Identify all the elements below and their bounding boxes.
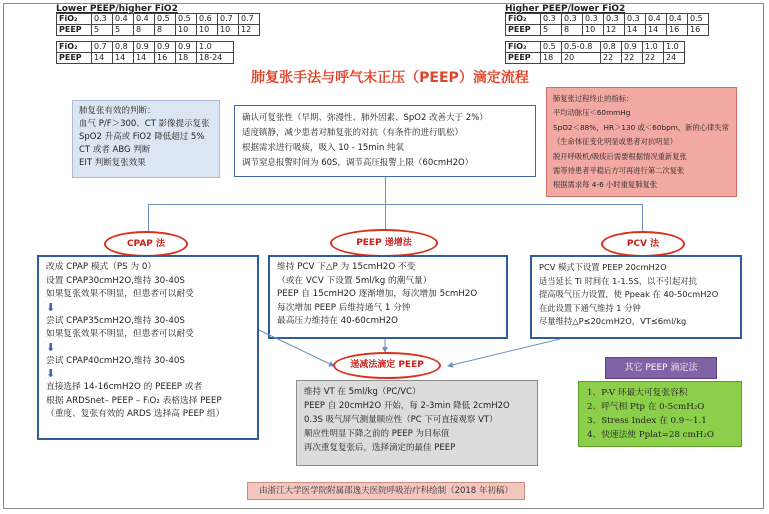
- table-cell: 14: [646, 25, 667, 36]
- table-cell: 0.8: [601, 42, 622, 53]
- table-cell: 12: [604, 25, 625, 36]
- arrow-line: [448, 339, 560, 366]
- table-cell: 24: [664, 53, 685, 64]
- table-cell: 0.6: [197, 14, 218, 25]
- table-cell: PEEP: [506, 25, 541, 36]
- table-cell: 14: [92, 53, 113, 64]
- table-cell: 0.3: [625, 14, 646, 25]
- box-line: 最高压力维持在 40-60cmH2O: [277, 316, 398, 326]
- other-methods-title: 其它 PEEP 滴定法: [605, 357, 717, 379]
- box-line: 调节窒息报警时间为 60S，调节高压报警上限（60cmH2O）: [242, 158, 474, 168]
- box-line: 根据需求进行吸痰，吸入 10 - 15min 纯氧: [242, 143, 405, 153]
- table-cell: 0.7: [92, 42, 113, 53]
- table-cell: 0.9: [134, 42, 155, 53]
- table-cell: 0.5: [688, 14, 709, 25]
- table-cell: FiO₂: [506, 14, 541, 25]
- table-cell: FiO₂: [57, 14, 92, 25]
- table-cell: 0.9: [622, 42, 643, 53]
- cpap-method-label: CPAP 法: [104, 231, 188, 257]
- table-cell: 8: [562, 25, 583, 36]
- pcv-method-label: PCV 法: [601, 231, 685, 257]
- table-cell: 0.7: [239, 14, 260, 25]
- box-line: 在此设置下通气维持 1 分钟: [539, 302, 641, 313]
- box-line: 适当延长 Ti 时间在 1-1.5S，以不引起对抗: [539, 275, 697, 286]
- box-line: 脱开呼吸机/吸痰后需要根据情况重新复张: [553, 151, 687, 161]
- box-line: 尝试 CPAP40cmH2O,维持 30-40S: [46, 355, 185, 366]
- box-line: 尝试 CPAP35cmH2O,维持 30-40S: [46, 315, 185, 326]
- table-cell: 10: [218, 25, 239, 36]
- box-line: 设置 CPAP30cmH2O,维持 30-40S: [46, 275, 185, 286]
- box-line: 平均动脉压＜60mmHg: [553, 108, 631, 118]
- table-cell: 1.0: [197, 42, 234, 53]
- table-cell: 18-24: [197, 53, 234, 64]
- table-cell: 1.0: [643, 42, 664, 53]
- table-cell: 0.9: [155, 42, 176, 53]
- box-line: 每次增加 PEEP 后维持通气 1 分钟: [277, 302, 411, 313]
- table-cell: 16: [155, 53, 176, 64]
- table-cell: 22: [622, 53, 643, 64]
- box-line: 根据 ARDSnet– PEEP – FᵢO₂ 表格选择 PEEP: [46, 395, 222, 406]
- table-cell: 1.0: [664, 42, 685, 53]
- table-cell: 8: [134, 25, 155, 36]
- box-line: SpO2 升高或 FiO2 降低超过 5%: [79, 132, 205, 142]
- table-cell: 10: [583, 25, 604, 36]
- box-line: CT 或者 ABG 判断: [79, 145, 151, 155]
- peep-decrement-label: 递减法滴定 PEEP: [333, 352, 441, 379]
- box-line: 维持 VT 在 5ml/kg（PC/VC）: [304, 387, 421, 397]
- table-cell: PEEP: [57, 53, 92, 64]
- table-cell: 0.5: [541, 42, 562, 53]
- table-cell: 10: [197, 25, 218, 36]
- table-cell: PEEP: [506, 53, 541, 64]
- box-line: （生命体征变化明显或患者对抗明显）: [553, 137, 678, 147]
- table-cell: 16: [688, 25, 709, 36]
- box-line: 改成 CPAP 模式（PS 为 0）: [46, 262, 157, 272]
- table-cell: 0.3: [583, 14, 604, 25]
- table-cell: 5: [541, 25, 562, 36]
- page-title: 肺复张手法与呼气末正压（PEEP）滴定流程: [251, 70, 529, 86]
- table-cell: 5: [92, 25, 113, 36]
- down-arrow-icon: ⬇: [46, 340, 56, 354]
- table-cell: 0.3: [562, 14, 583, 25]
- list-item: 4、快速法使 Pplat=28 cmH₂O: [587, 430, 714, 440]
- box-line: PEEP 自 20cmH2O 开始，每 2-3min 降低 2cmH2O: [304, 401, 510, 411]
- box-line: 肺复张有效的判断：: [79, 106, 156, 116]
- table-cell: 0.3: [92, 14, 113, 25]
- table-cell: 14: [134, 53, 155, 64]
- box-line: 需等待患者平稳后方可再进行第二次复张: [553, 166, 685, 176]
- table-cell: 0.3: [541, 14, 562, 25]
- footer-credit: 由浙江大学医学院附属邵逸夫医院呼吸治疗科绘制（2018 年初稿）: [247, 482, 525, 500]
- table-cell: 22: [601, 53, 622, 64]
- peep-increment-label: PEEP 递增法: [330, 229, 438, 257]
- table-cell: 16: [667, 25, 688, 36]
- down-arrow-icon: ⬇: [46, 367, 56, 380]
- table-cell: 0.4: [646, 14, 667, 25]
- table-cell: 0.9: [176, 42, 197, 53]
- table-cell: 18: [176, 53, 197, 64]
- table-cell: PEEP: [57, 25, 92, 36]
- table-cell: 14: [625, 25, 646, 36]
- table-cell: 0.8: [113, 42, 134, 53]
- box-line: 如果复张效果不明显，但患者可以耐受: [46, 329, 194, 339]
- box-line: 确认可复张性（早期、弥漫性、肺外因素、SpO2 改善大于 2%）: [242, 113, 488, 123]
- box-line: 直接选择 14-16cmH2O 的 PEEEP 或者: [46, 382, 203, 392]
- arrow-line: [259, 330, 334, 366]
- box-line: （重度、复张有效的 ARDS 选择高 PEEP 组）: [46, 409, 225, 419]
- table-cell: FiO₂: [506, 42, 541, 53]
- higher-peep-table-title: Higher PEEP/lower FiO2: [505, 4, 626, 14]
- table-cell: 22: [643, 53, 664, 64]
- box-line: 尽量维持△P≤20cmH2O，VT≤6ml/kg: [539, 316, 687, 326]
- table-cell: 14: [113, 53, 134, 64]
- table-cell: 18: [541, 53, 562, 64]
- box-line: PEEP 自 15cmH2O 逐渐增加，每次增加 5cmH2O: [277, 289, 478, 299]
- table-cell: FiO₂: [57, 42, 92, 53]
- box-line: 提高吸气压力设置，使 Ppeak 在 40-50cmH2O: [539, 289, 719, 299]
- box-line: SpO2＜88%，HR＞130 或＜60bpm，新的心律失常: [553, 122, 729, 132]
- box-line: （或在 VCV 下设置 5ml/kg 的潮气量）: [277, 275, 432, 286]
- table-cell: 5: [113, 25, 134, 36]
- table-cell: 8: [155, 25, 176, 36]
- list-item: 3、Stress Index 在 0.9～1.1: [587, 416, 707, 426]
- box-line: 顺应性明显下降之前的 PEEP 为目标值: [304, 429, 450, 439]
- down-arrow-icon: ⬇: [46, 300, 56, 314]
- table-cell: 10: [176, 25, 197, 36]
- table-cell: 0.7: [218, 14, 239, 25]
- box-line: 如果复张效果不明显，但患者可以耐受: [46, 289, 194, 299]
- table-cell: 20: [562, 53, 601, 64]
- list-item: 1、P-V 环最大可复张容积: [587, 388, 688, 398]
- table-cell: 0.5-0.8: [562, 42, 601, 53]
- box-line: 维持 PCV 下△P 为 15cmH2O 不变: [277, 262, 416, 272]
- list-item: 2、呼气相 Ptp 在 0-5cmH₂O: [587, 402, 705, 412]
- box-line: 根据需求每 4-6 小时重复肺复张: [553, 180, 658, 190]
- lower-peep-table-title: Lower PEEP/higher FiO2: [56, 4, 178, 14]
- table-cell: 0.3: [604, 14, 625, 25]
- box-line: 血气 P/F＞300、CT 影像提示复张: [79, 119, 210, 129]
- box-line: 0.3S 吸气屏气测量顺应性（PC 下可直接观察 VT）: [304, 415, 498, 425]
- table-cell: 0.5: [155, 14, 176, 25]
- table-cell: 0.4: [667, 14, 688, 25]
- table-cell: 0.5: [176, 14, 197, 25]
- table-cell: 0.4: [113, 14, 134, 25]
- box-line: EIT 判断复张效果: [79, 158, 146, 168]
- box-line: PCV 模式下设置 PEEP 20cmH2O: [539, 262, 667, 272]
- table-cell: 12: [239, 25, 260, 36]
- peep-decrement-box: [296, 380, 538, 466]
- box-line: 肺复张过程终止的指标：: [553, 94, 634, 103]
- box-line: 适度镇静，减少患者对肺复张的对抗（有条件的进行肌松）: [242, 128, 464, 138]
- table-cell: 0.4: [134, 14, 155, 25]
- other-methods-box: [578, 381, 742, 447]
- box-line: 再次重复复张后，选择滴定的最佳 PEEP: [304, 443, 456, 453]
